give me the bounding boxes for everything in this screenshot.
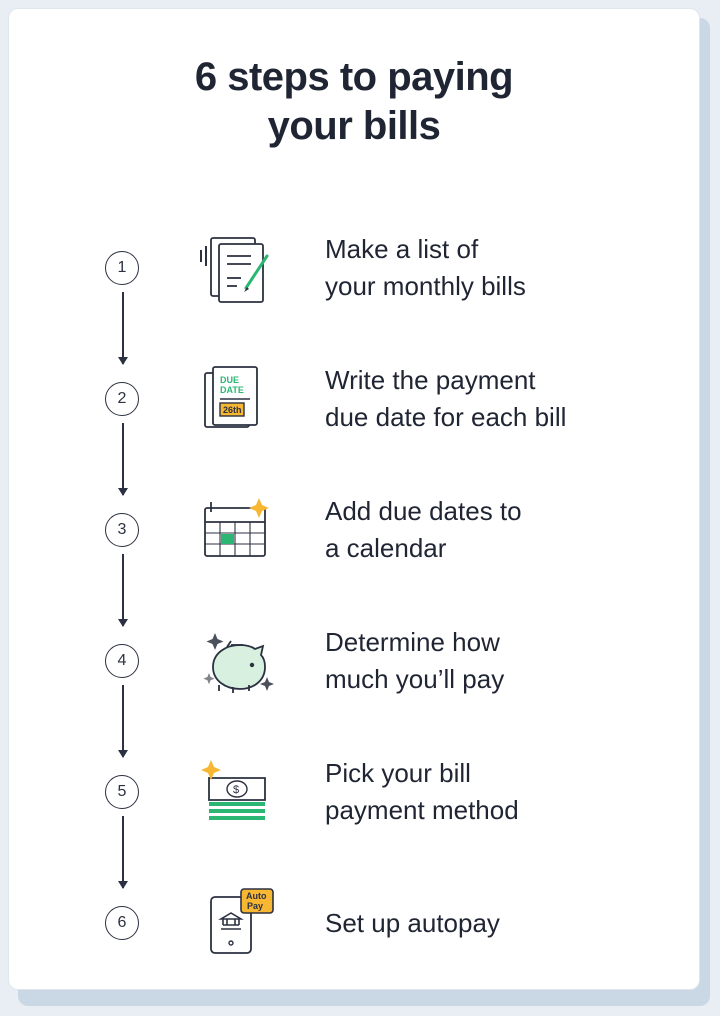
piggy-bank-icon xyxy=(187,613,287,709)
step-label-2-line-2: due date for each bill xyxy=(325,402,567,433)
list-item xyxy=(9,596,699,727)
autopay-badge-top: Auto xyxy=(246,891,267,902)
list-item xyxy=(9,465,699,596)
list-item xyxy=(9,203,699,334)
step-label-3 xyxy=(325,493,522,567)
step-number-2: 2 xyxy=(105,382,139,416)
step-number-3: 3 xyxy=(105,513,139,547)
step-label-4 xyxy=(325,624,504,698)
step-number-1: 1 xyxy=(105,251,139,285)
due-date-bill-icon xyxy=(187,351,287,447)
day-badge-text: 26th xyxy=(223,405,242,416)
page-title xyxy=(69,53,639,151)
title-line-1: 6 steps to paying xyxy=(194,55,514,99)
step-label-5-line-2: payment method xyxy=(325,795,519,826)
step-label-5-line-1: Pick your bill xyxy=(325,758,471,789)
step-number-6: 6 xyxy=(105,906,139,940)
step-label-6-line-1: Set up autopay xyxy=(325,907,500,938)
documents-with-pen-icon xyxy=(187,220,287,316)
list-item xyxy=(9,727,699,858)
dollar-symbol: $ xyxy=(233,784,240,797)
title-line-2: your bills xyxy=(267,103,441,148)
step-label-3-line-1: Add due dates to xyxy=(325,496,522,527)
cash-banknotes-icon xyxy=(187,744,287,840)
step-label-4-line-1: Determine how xyxy=(325,627,500,658)
step-number-4: 4 xyxy=(105,644,139,678)
step-label-2 xyxy=(325,362,566,436)
date-text: DATE xyxy=(220,385,244,396)
step-label-1-line-2: your monthly bills xyxy=(325,271,526,302)
step-label-2-line-1: Write the payment xyxy=(325,365,536,396)
due-text: DUE xyxy=(220,375,240,386)
step-label-5 xyxy=(325,755,519,829)
step-label-6 xyxy=(325,905,500,942)
infographic-card xyxy=(8,8,700,990)
step-label-1 xyxy=(325,231,526,305)
step-label-4-line-2: much you’ll pay xyxy=(325,664,505,695)
step-label-3-line-2: a calendar xyxy=(325,533,447,564)
autopay-phone-icon xyxy=(187,875,287,971)
step-label-1-line-1: Make a list of xyxy=(325,234,479,265)
steps-list xyxy=(9,203,699,989)
list-item xyxy=(9,858,699,989)
autopay-badge-bottom: Pay xyxy=(247,901,264,912)
list-item xyxy=(9,334,699,465)
calendar-icon xyxy=(187,482,287,578)
step-number-5: 5 xyxy=(105,775,139,809)
